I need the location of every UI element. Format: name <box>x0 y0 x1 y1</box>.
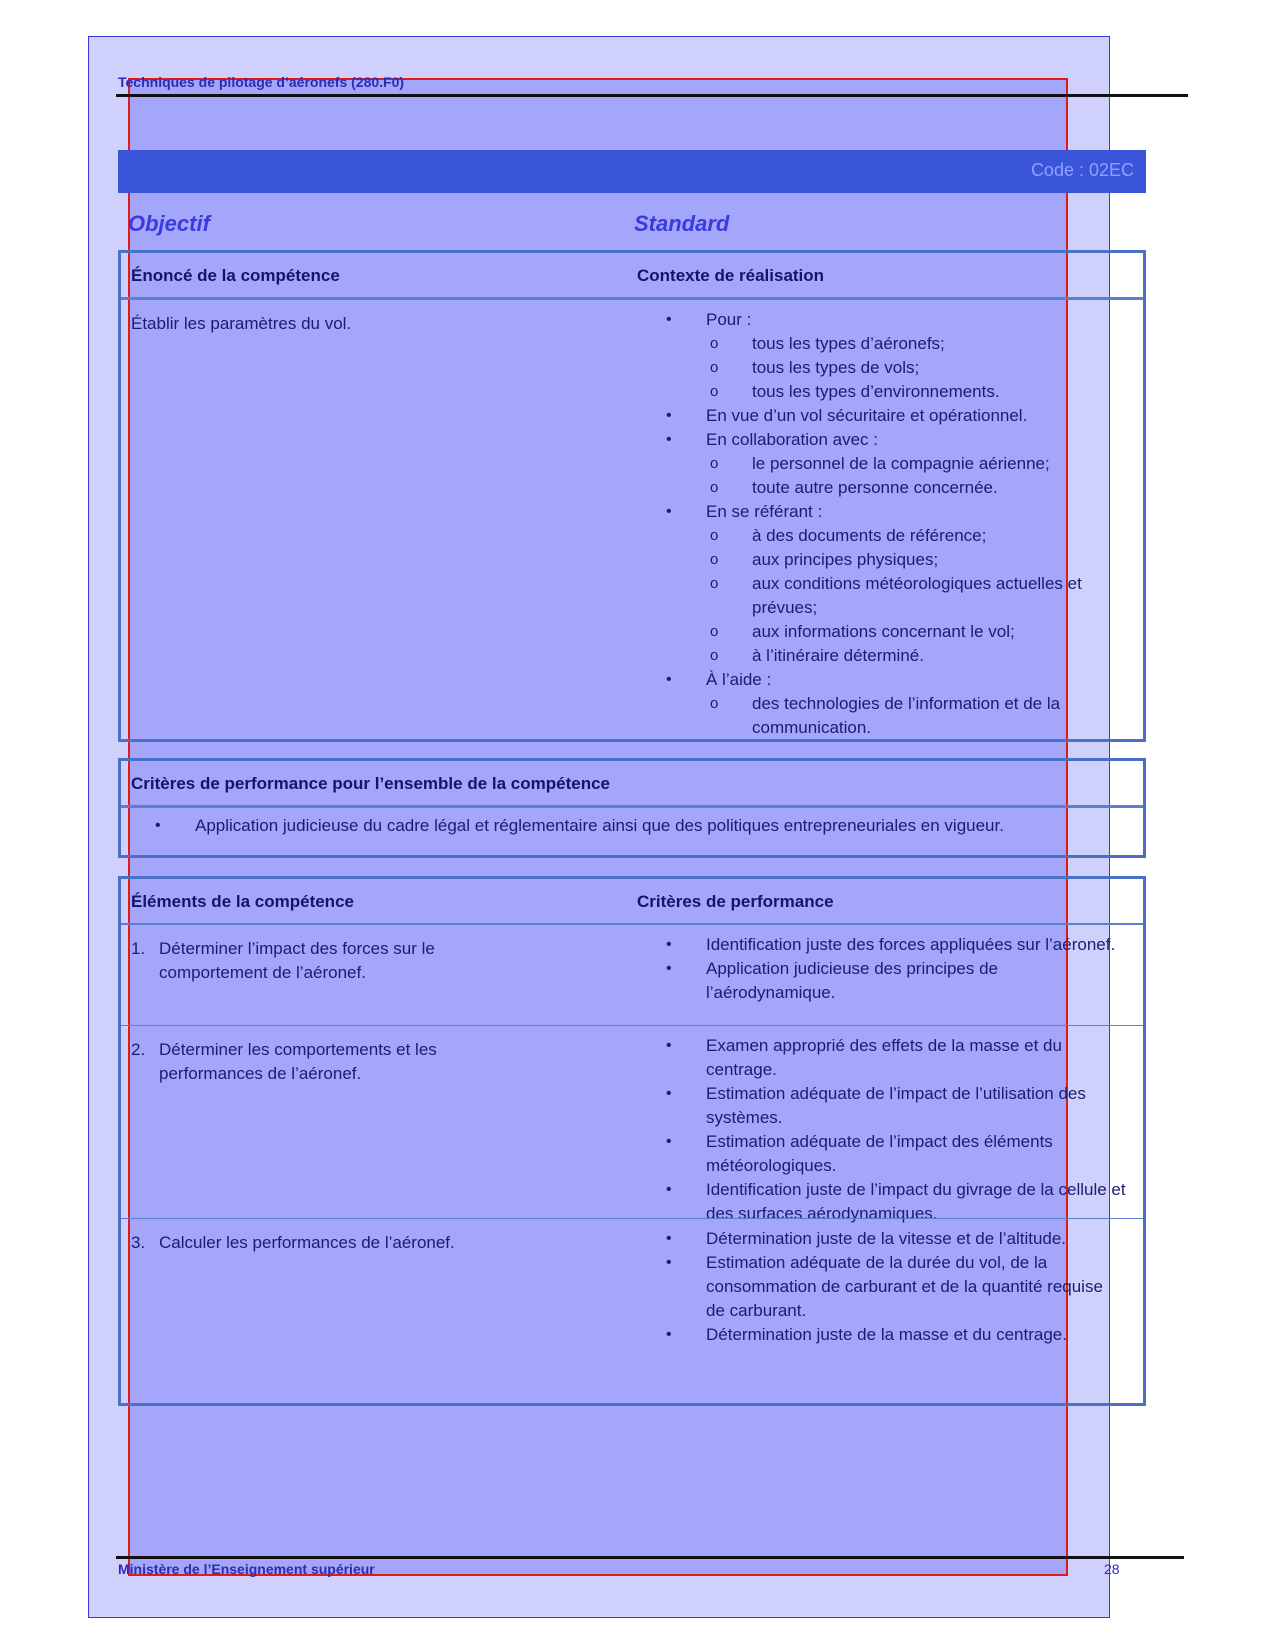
contexte-item-text: En se référant : <box>706 502 823 521</box>
bullet-icon: • <box>666 431 672 448</box>
element-cell <box>131 937 511 985</box>
contexte-subitem <box>666 692 1126 740</box>
element-text: Déterminer les comportements et les performances de l’aéronef. <box>159 1040 437 1083</box>
criteres-ensemble-text: Application judicieuse du cadre légal et réglementaire ainsi que des politiques entrepreneuriales en vigueur. <box>195 816 1004 835</box>
element-item <box>131 937 511 985</box>
criteres-ensemble-box <box>118 758 1146 858</box>
critere-item <box>666 1082 1126 1130</box>
critere-text: Identification juste des forces appliquées sur l’aéronef. <box>706 935 1116 954</box>
bullet-icon: • <box>666 1254 672 1271</box>
competence-box <box>118 250 1146 742</box>
element-row <box>121 1218 1143 1391</box>
element-row <box>121 1025 1143 1223</box>
sub-bullet-icon: o <box>710 359 719 376</box>
contexte-subitem-text: tous les types d’aéronefs; <box>752 334 945 353</box>
criteres-ensemble-header <box>121 761 1143 807</box>
sub-bullet-icon: o <box>710 527 719 544</box>
critere-item <box>666 1034 1126 1082</box>
contexte-subitem-text: tous les types d’environnements. <box>752 382 1000 401</box>
elements-box <box>118 876 1146 1406</box>
element-cell <box>131 1038 511 1086</box>
document-title: Techniques de pilotage d’aéronefs (280.F0) <box>118 74 405 90</box>
criteres-ensemble-item <box>155 814 1115 838</box>
competence-code: Code : 02EC <box>1030 160 1134 180</box>
contexte-item-text: Pour : <box>706 310 752 329</box>
bullet-icon: • <box>666 1181 672 1198</box>
contexte-subitem <box>666 524 1126 548</box>
bullet-icon: • <box>666 1326 672 1343</box>
header-rule <box>116 94 1188 97</box>
sub-bullet-icon: o <box>710 455 719 472</box>
critere-item <box>666 1323 1126 1347</box>
contexte-item <box>666 668 1126 692</box>
contexte-subitem <box>666 356 1126 380</box>
contexte-item-text: À l’aide : <box>706 670 772 689</box>
element-text: Déterminer l’impact des forces sur le comportement de l’aéronef. <box>159 939 435 982</box>
critere-item <box>666 1251 1126 1323</box>
elements-heading: Éléments de la compétence <box>131 892 354 911</box>
code-bar <box>118 150 1146 193</box>
enonce-text: Établir les paramètres du vol. <box>131 314 352 333</box>
contexte-heading: Contexte de réalisation <box>637 266 825 285</box>
critere-text: Détermination juste de la masse et du centrage. <box>706 1325 1067 1344</box>
contexte-subitem <box>666 380 1126 404</box>
criteres-cell <box>666 933 1126 1005</box>
bullet-icon: • <box>666 1085 672 1102</box>
element-text: Calculer les performances de l’aéronef. <box>159 1233 455 1252</box>
bullet-icon: • <box>666 1037 672 1054</box>
competence-row <box>121 299 1143 740</box>
page-number: 28 <box>1104 1561 1120 1577</box>
objectif-heading: Objectif <box>128 211 210 236</box>
contexte-subitem-text: aux conditions météorologiques actuelles et prévues; <box>752 574 1082 617</box>
criteres-ensemble-row <box>121 807 1143 860</box>
contexte-item-text: En collaboration avec : <box>706 430 878 449</box>
sub-bullet-icon: o <box>710 335 719 352</box>
element-number: 2. <box>131 1040 146 1059</box>
contexte-item <box>666 428 1126 452</box>
bullet-icon: • <box>666 407 672 424</box>
contexte-subitem-text: aux principes physiques; <box>752 550 939 569</box>
contexte-subitem <box>666 572 1126 620</box>
contexte-subitem-text: à des documents de référence; <box>752 526 987 545</box>
contexte-subitem <box>666 620 1126 644</box>
element-number: 1. <box>131 939 146 958</box>
criteres-ensemble-heading: Critères de performance pour l’ensemble de la compétence <box>131 774 610 793</box>
contexte-item <box>666 308 1126 332</box>
critere-text: Détermination juste de la vitesse et de l’altitude. <box>706 1229 1067 1248</box>
footer-ministry: Ministère de l’Enseignement supérieur <box>118 1561 375 1577</box>
contexte-list <box>666 308 1126 740</box>
element-item <box>131 1038 511 1086</box>
critere-text: Application judicieuse des principes de l’aérodynamique. <box>706 959 999 1002</box>
standard-heading: Standard <box>634 211 730 236</box>
sub-bullet-icon: o <box>710 647 719 664</box>
critere-text: Estimation adéquate de la durée du vol, de la consommation de carburant et de la quantité requise de carburant. <box>706 1253 1103 1320</box>
bullet-icon: • <box>155 817 161 834</box>
bullet-icon: • <box>666 960 672 977</box>
contexte-subitem <box>666 332 1126 356</box>
critere-item <box>666 1227 1126 1251</box>
contexte-subitem <box>666 476 1126 500</box>
element-cell <box>131 1231 511 1255</box>
bullet-icon: • <box>666 1133 672 1150</box>
contexte-subitem-text: à l’itinéraire déterminé. <box>752 646 924 665</box>
sub-bullet-icon: o <box>710 575 719 592</box>
bullet-icon: • <box>666 503 672 520</box>
critere-item <box>666 957 1126 1005</box>
contexte-subitem-text: toute autre personne concernée. <box>752 478 998 497</box>
critere-text: Estimation adéquate de l’impact de l’utilisation des systèmes. <box>706 1084 1086 1127</box>
contexte-item <box>666 404 1126 428</box>
enonce-heading: Énoncé de la compétence <box>131 266 340 285</box>
footer-rule <box>116 1556 1184 1559</box>
contexte-subitem-text: des technologies de l’information et de la communication. <box>752 694 1061 737</box>
contexte-item <box>666 500 1126 524</box>
sub-bullet-icon: o <box>710 695 719 712</box>
contexte-subitem <box>666 644 1126 668</box>
criteres-cell <box>666 1034 1126 1226</box>
bullet-icon: • <box>666 1230 672 1247</box>
element-number: 3. <box>131 1233 146 1252</box>
contexte-subitem <box>666 548 1126 572</box>
element-item <box>131 1231 511 1255</box>
bullet-icon: • <box>666 936 672 953</box>
bullet-icon: • <box>666 311 672 328</box>
contexte-subitem-text: tous les types de vols; <box>752 358 920 377</box>
contexte-subitem <box>666 452 1126 476</box>
critere-text: Examen approprié des effets de la masse et du centrage. <box>706 1036 1062 1079</box>
critere-text: Estimation adéquate de l’impact des éléments météorologiques. <box>706 1132 1053 1175</box>
critere-text: Identification juste de l’impact du givrage de la cellule et des surfaces aérodynamiques. <box>706 1180 1126 1223</box>
elements-box-header <box>121 879 1143 925</box>
criteres-ensemble-list <box>155 814 1115 838</box>
criteres-heading: Critères de performance <box>637 892 834 911</box>
contexte-subitem-text: aux informations concernant le vol; <box>752 622 1015 641</box>
critere-item <box>666 1130 1126 1178</box>
critere-item <box>666 933 1126 957</box>
competence-box-header <box>121 253 1143 299</box>
contexte-item-text: En vue d’un vol sécuritaire et opérationnel. <box>706 406 1028 425</box>
contexte-subitem-text: le personnel de la compagnie aérienne; <box>752 454 1050 473</box>
sub-bullet-icon: o <box>710 623 719 640</box>
elements-rows <box>121 925 1143 1391</box>
bullet-icon: • <box>666 671 672 688</box>
sub-bullet-icon: o <box>710 383 719 400</box>
sub-bullet-icon: o <box>710 479 719 496</box>
element-row <box>121 925 1143 1025</box>
criteres-cell <box>666 1227 1126 1347</box>
sub-bullet-icon: o <box>710 551 719 568</box>
